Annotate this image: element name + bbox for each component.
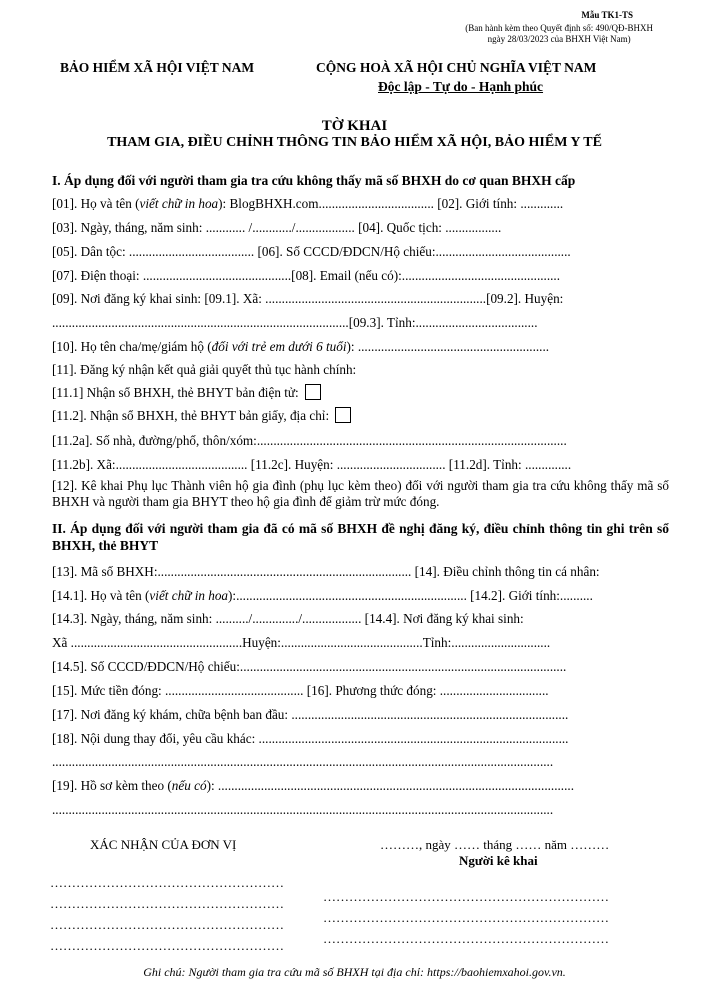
field-10-hint: đối với trẻ em dưới 6 tuổi [211, 339, 347, 354]
field-11-1-label: [11.1] Nhận sổ BHXH, thẻ BHYT bản điện tử: [52, 385, 299, 400]
field-14-1-full-name[interactable] [52, 587, 669, 604]
field-11-2a-street[interactable]: [11.2a]. Số nhà, đường/phố, thôn/xóm:.............................................................................................. [52, 433, 567, 448]
field-05-ethnicity[interactable]: [05]. Dân tộc: ...................................... [06]. Số CCCD/ĐDCN/Hộ chiếu:......................................... [52, 244, 571, 259]
decree-line-2: ngày 28/03/2023 của BHXH Việt Nam) [487, 34, 631, 44]
field-17-initial-clinic[interactable]: [17]. Nơi đăng ký khám, chữa bệnh ban đầu: .................................................................................... [52, 707, 569, 722]
field-14-3-birthdate[interactable]: [14.3]. Ngày, tháng, năm sinh: ........../............../.................. [14.4]. Nơi đăng ký khai sinh: [52, 611, 524, 626]
field-14-4-birthplace[interactable]: Xã ....................................................Huyện:...........................................Tỉnh:.............................. [52, 635, 551, 650]
decree-line-1: (Ban hành kèm theo Quyết định số: 490/QĐ-BHXH [465, 23, 653, 33]
signature-date-line[interactable]: ………, ngày …… tháng …… năm ……… [380, 837, 610, 852]
field-10-label: [10]. Họ tên cha/mẹ/giám hộ ( [52, 339, 212, 354]
republic-name: CỘNG HOÀ XÃ HỘI CHỦ NGHĨA VIỆT NAM [316, 60, 597, 75]
field-11-1-electronic [52, 384, 669, 401]
field-14-1-label: [14.1]. Họ và tên ( [52, 588, 150, 603]
field-14-1-hint: viết chữ in hoa [149, 588, 229, 603]
field-18-continuation[interactable]: ........................................................................................................................................................ [52, 754, 554, 769]
form-title: TỜ KHAI [321, 118, 388, 134]
field-01-value: BlogBHXH.com [229, 196, 319, 211]
section-1-heading: I. Áp dụng đối với người tham gia tra cứu không thấy mã số BHXH do cơ quan BHXH cấp [52, 173, 576, 188]
unit-signature-line[interactable]: ……………………………………………… [50, 938, 284, 953]
declarant-signature-line[interactable]: ………………………………………………………… [323, 910, 609, 925]
field-14-1-rest: ):...................................................................... [14.2]. Giới tính:.......... [228, 588, 593, 603]
field-11-result-delivery: [11]. Đăng ký nhận kết quả giải quyết thủ tục hành chính: [52, 362, 357, 377]
footer-note: Ghi chú: Người tham gia tra cứu mã số BHXH tại địa chỉ: https://baohiemxahoi.gov.vn. [143, 965, 566, 979]
field-19-hint: nếu có [171, 778, 207, 793]
field-10-guardian[interactable] [52, 338, 669, 355]
agency-name: BẢO HIỂM XÃ HỘI VIỆT NAM [60, 60, 255, 75]
field-09-birth-registration[interactable]: [09]. Nơi đăng ký khai sinh: [09.1]. Xã: ...................................................................[09.2]. Huyện: [52, 291, 564, 306]
field-19-attachments[interactable] [52, 777, 669, 794]
field-01-mid: ): [218, 196, 230, 211]
unit-signature-line[interactable]: ……………………………………………… [50, 896, 284, 911]
section-2-heading: II. Áp dụng đối với người tham gia đã có mã số BHXH đề nghị đăng ký, điều chỉnh thông tin ghi trên sổ BHXH, thẻ BHYT [52, 521, 669, 553]
field-03-birthdate[interactable]: [03]. Ngày, tháng, năm sinh: ............ /............/.................. [04]. Quốc tịch: ................. [52, 220, 502, 235]
electronic-checkbox[interactable] [305, 384, 321, 400]
field-19-label: [19]. Hồ sơ kèm theo ( [52, 778, 172, 793]
field-15-contribution[interactable]: [15]. Mức tiền đóng: .......................................... [16]. Phương thức đóng: ................................. [52, 683, 549, 698]
national-motto: Độc lập - Tự do - Hạnh phúc [378, 79, 544, 94]
field-01-label: [01]. Họ và tên ( [52, 196, 140, 211]
field-19-continuation[interactable]: ........................................................................................................................................................ [52, 802, 554, 817]
declarant-signature-line[interactable]: ………………………………………………………… [323, 931, 609, 946]
unit-signature-line[interactable]: ……………………………………………… [50, 875, 284, 890]
field-11-2-paper [52, 407, 669, 424]
paper-checkbox[interactable] [335, 407, 351, 423]
unit-signature-line[interactable]: ……………………………………………… [50, 917, 284, 932]
unit-confirmation-label: XÁC NHẬN CỦA ĐƠN VỊ [90, 837, 237, 852]
field-07-phone[interactable]: [07]. Điện thoại: .............................................[08]. Email (nếu có):................................................ [52, 268, 561, 283]
field-19-rest: ): ............................................................................................................ [206, 778, 574, 793]
field-11-2-label: [11.2]. Nhận sổ BHXH, thẻ BHYT bản giấy, địa chỉ: [52, 408, 330, 423]
field-12-household-appendix: [12]. Kê khai Phụ lục Thành viên hộ gia đình (phụ lục kèm theo) đối với người tham gia tra cứu không thấy mã số BHXH và người tham gia BHYT theo hộ gia đình để giảm trừ mức đóng. [52, 478, 669, 509]
field-18-changes[interactable]: [18]. Nội dung thay đổi, yêu cầu khác: .............................................................................................. [52, 731, 569, 746]
field-14-5-id-number[interactable]: [14.5]. Số CCCD/ĐDCN/Hộ chiếu:................................................................................................... [52, 659, 567, 674]
form-number: Mẫu TK1-TS [581, 10, 633, 20]
form-subtitle: THAM GIA, ĐIỀU CHỈNH THÔNG TIN BẢO HIỂM XÃ HỘI, BẢO HIỂM Y TẾ [107, 135, 602, 150]
field-01-full-name[interactable] [52, 195, 669, 212]
field-01-rest: ................................... [02]. Giới tính: ............. [318, 196, 564, 211]
field-01-hint: viết chữ in hoa [139, 196, 219, 211]
field-10-rest: ): .......................................................... [346, 339, 550, 354]
field-09-province-line[interactable]: ..........................................................................................[09.3]. Tỉnh:..................................... [52, 315, 538, 330]
field-11-2b-commune[interactable]: [11.2b]. Xã:........................................ [11.2c]. Huyện: ................................. [11.2d]. Tỉnh: .............. [52, 457, 572, 472]
declarant-label: Người kê khai [459, 853, 538, 868]
declarant-signature-line[interactable]: ………………………………………………………… [323, 889, 609, 904]
field-13-social-insurance-number[interactable]: [13]. Mã số BHXH:............................................................................. [14]. Điều chỉnh thông tin cá nhân: [52, 564, 600, 579]
decree-reference [465, 23, 653, 45]
